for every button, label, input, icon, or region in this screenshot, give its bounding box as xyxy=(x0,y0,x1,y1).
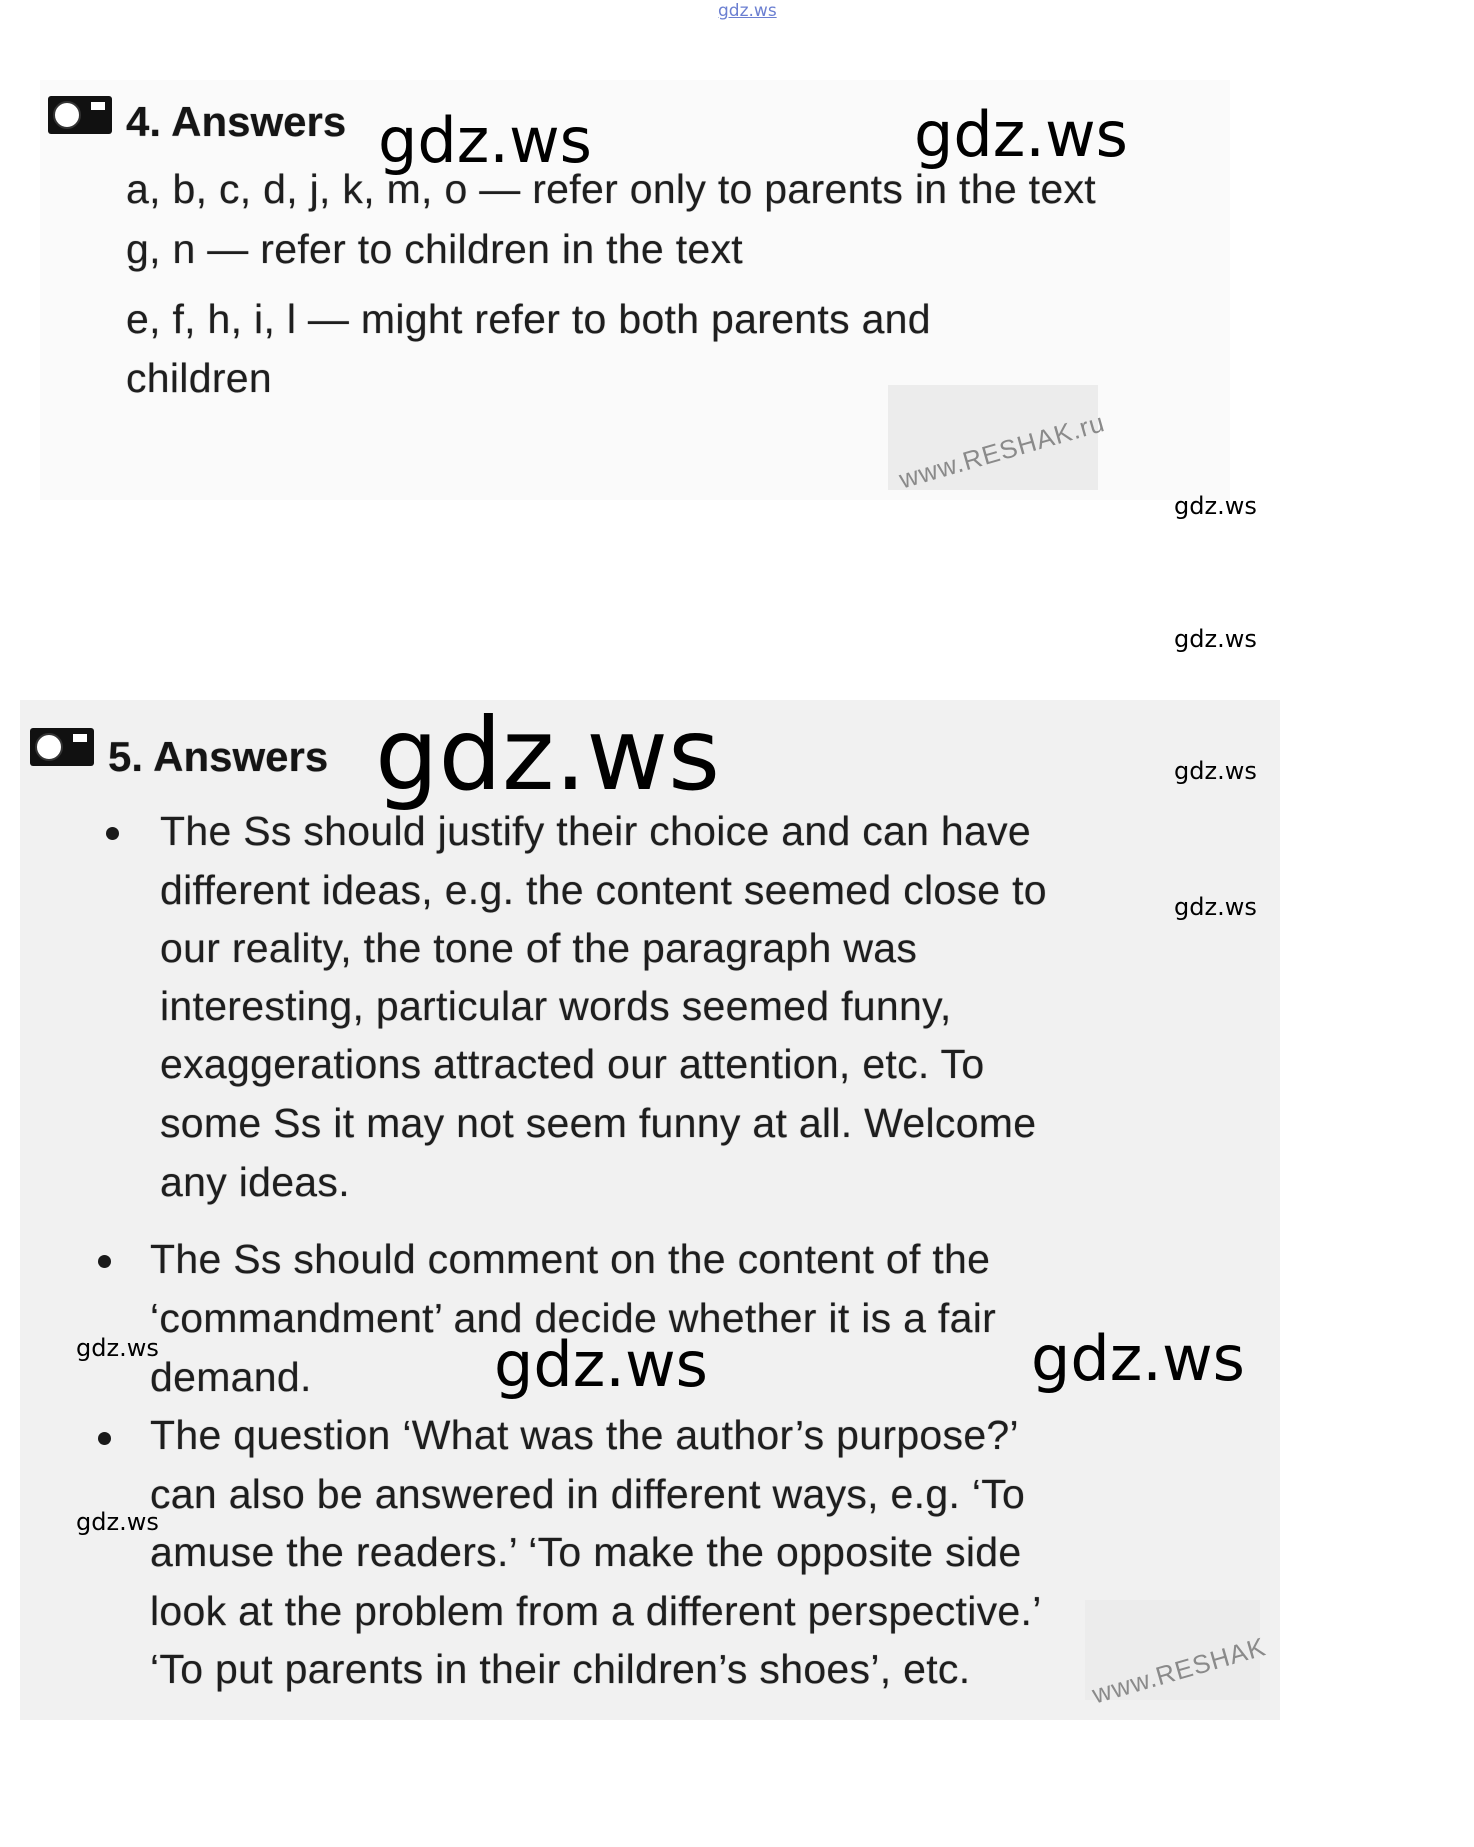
watermark-huge: gdz.ws xyxy=(375,696,721,813)
bullet-1-line: exaggerations attracted our attention, etc. To xyxy=(160,1041,985,1087)
bullet-point xyxy=(98,1432,111,1445)
bullet-1-line: some Ss it may not seem funny at all. Welcome xyxy=(160,1100,1037,1146)
section-4-heading: 4. Answers xyxy=(126,98,347,145)
section-4-line: e, f, h, i, l — might refer to both parents and xyxy=(126,296,931,342)
cassette-icon xyxy=(48,96,112,134)
bullet-1-line: different ideas, e.g. the content seemed close to xyxy=(160,867,1047,913)
watermark-small: gdz.ws xyxy=(76,1508,159,1536)
reshak-stamp xyxy=(1085,1600,1270,1710)
watermark-large: gdz.ws xyxy=(1031,1322,1245,1395)
section-5-heading: 5. Answers xyxy=(108,733,329,780)
top-watermark-link[interactable]: gdz.ws xyxy=(718,1,777,21)
reshak-stamp-text: www.RESHAK.ru xyxy=(895,407,1109,495)
bullet-1-line: our reality, the tone of the paragraph was xyxy=(160,925,918,971)
bullet-2-line: The Ss should comment on the content of the xyxy=(150,1236,991,1282)
bullet-point xyxy=(106,827,119,840)
bullet-3-line: amuse the readers.’ ‘To make the opposite side xyxy=(150,1529,1022,1575)
bullet-3-line: The question ‘What was the author’s purpose?’ xyxy=(150,1412,1019,1458)
bullet-2-line: ‘commandment’ and decide whether it is a fair xyxy=(150,1295,997,1341)
bullet-point xyxy=(98,1255,111,1268)
watermark-small: gdz.ws xyxy=(76,1334,159,1362)
watermark-large: gdz.ws xyxy=(914,98,1128,171)
watermark-small: gdz.ws xyxy=(1174,893,1257,921)
bullet-1-line: any ideas. xyxy=(160,1159,350,1205)
section-4-line: g, n — refer to children in the text xyxy=(126,226,743,272)
reshak-stamp xyxy=(888,385,1109,495)
watermark-small: gdz.ws xyxy=(1174,757,1257,785)
bullet-1-line: interesting, particular words seemed funny, xyxy=(160,983,952,1029)
watermark-large: gdz.ws xyxy=(494,1328,708,1401)
reshak-stamp-text: www.RESHAK xyxy=(1088,1631,1270,1710)
section-4-line: a, b, c, d, j, k, m, o — refer only to parents in the text xyxy=(126,166,1096,212)
cassette-icon xyxy=(30,728,94,766)
bullet-3-line: can also be answered in different ways, e.g. ‘To xyxy=(150,1471,1026,1517)
watermark-small: gdz.ws xyxy=(1174,625,1257,653)
bullet-2-line: demand. xyxy=(150,1354,312,1400)
section-4-line: children xyxy=(126,355,272,401)
bullet-3-line: look at the problem from a different perspective.’ xyxy=(150,1588,1042,1634)
bullet-1-line: The Ss should justify their choice and can have xyxy=(160,808,1032,854)
watermark-large: gdz.ws xyxy=(378,104,592,177)
bullet-3-line: ‘To put parents in their children’s shoes’, etc. xyxy=(150,1646,971,1692)
watermark-small: gdz.ws xyxy=(1174,492,1257,520)
